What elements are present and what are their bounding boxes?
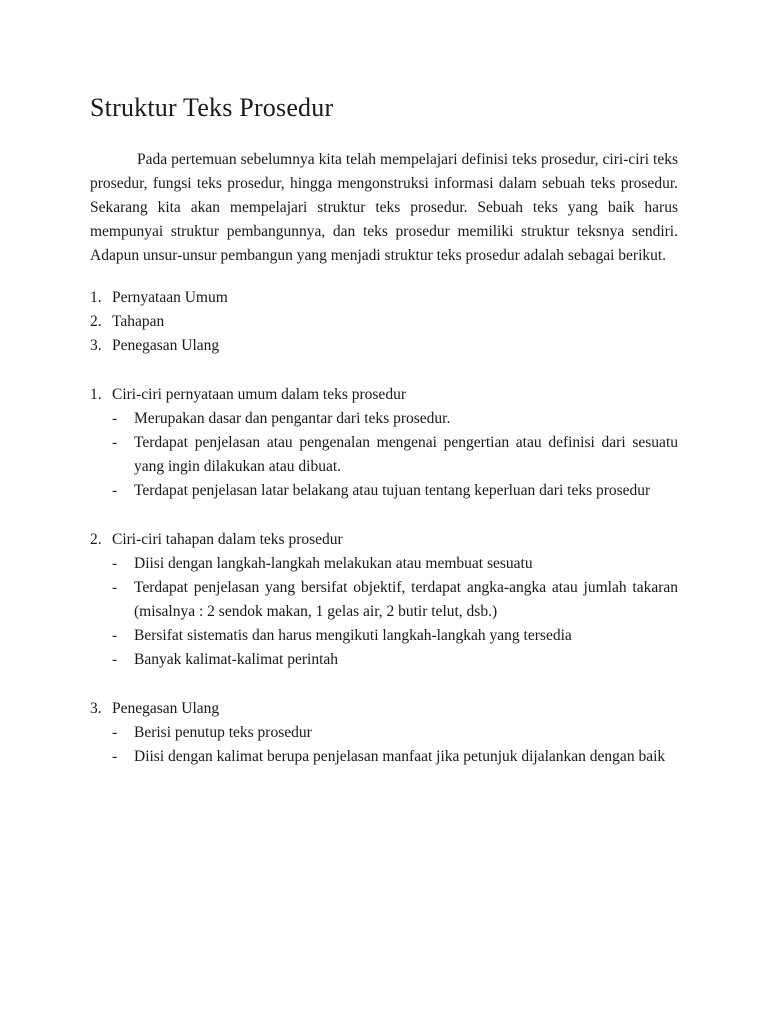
outline-item-number: 1. xyxy=(90,289,102,306)
bullet-text: Diisi dengan langkah-langkah melakukan atau membuat sesuatu xyxy=(134,555,533,572)
bullet-item xyxy=(112,407,678,431)
bullet-text: Terdapat penjelasan yang bersifat objektif, terdapat angka-angka atau jumlah takaran (misalnya : 2 sendok makan, 1 gelas air, 2 butir telut, dsb.) xyxy=(134,579,678,620)
section-number: 1. xyxy=(90,386,102,403)
section-heading-text: Ciri-ciri tahapan dalam teks prosedur xyxy=(112,531,343,548)
section-heading xyxy=(90,697,678,721)
outline-item xyxy=(90,310,678,334)
bullet-item xyxy=(112,479,678,503)
bullet-text: Diisi dengan kalimat berupa penjelasan manfaat jika petunjuk dijalankan dengan baik xyxy=(134,748,666,765)
bullet-item xyxy=(112,648,678,672)
document-page xyxy=(90,88,678,794)
bullet-item xyxy=(112,431,678,479)
bullet-dash: - xyxy=(112,555,118,572)
outline-item-label: Tahapan xyxy=(112,313,165,330)
bullet-list xyxy=(90,552,678,672)
bullet-dash: - xyxy=(112,627,118,644)
section-heading xyxy=(90,528,678,552)
outline-item xyxy=(90,286,678,310)
bullet-item xyxy=(112,552,678,576)
outline-item-number: 2. xyxy=(90,313,102,330)
section-heading-text: Penegasan Ulang xyxy=(112,700,220,717)
outline-item-label: Pernyataan Umum xyxy=(112,289,228,306)
bullet-item xyxy=(112,624,678,648)
bullet-dash: - xyxy=(112,651,118,668)
bullet-text: Merupakan dasar dan pengantar dari teks prosedur. xyxy=(134,410,451,427)
bullet-dash: - xyxy=(112,579,118,596)
bullet-dash: - xyxy=(112,724,118,741)
bullet-text: Bersifat sistematis dan harus mengikuti langkah-langkah yang tersedia xyxy=(134,627,572,644)
bullet-dash: - xyxy=(112,410,118,427)
intro-paragraph: Pada pertemuan sebelumnya kita telah mempelajari definisi teks prosedur, ciri-ciri teks prosedur, fungsi teks prosedur, hingga mengonstruksi informasi dalam sebuah teks prosedur. Sekarang kita akan mempelajari struktur teks prosedur. Sebuah teks yang baik harus mempunyai struktur pembangunnya, dan teks prosedur memiliki struktur teksnya sendiri. Adapun unsur-unsur pembangun yang menjadi struktur teks prosedur adalah sebagai berikut. xyxy=(90,151,678,264)
section-number: 2. xyxy=(90,531,102,548)
bullet-item xyxy=(112,576,678,624)
bullet-dash: - xyxy=(112,748,118,765)
outline-item-number: 3. xyxy=(90,337,102,354)
section-pernyataan-umum xyxy=(90,383,678,503)
bullet-text: Terdapat penjelasan atau pengenalan mengenai pengertian atau definisi dari sesuatu yang ingin dilakukan atau dibuat. xyxy=(134,434,678,475)
bullet-item xyxy=(112,745,678,769)
section-number: 3. xyxy=(90,700,102,717)
bullet-text: Berisi penutup teks prosedur xyxy=(134,724,312,741)
section-tahapan xyxy=(90,528,678,672)
page-title: Struktur Teks Prosedur xyxy=(90,93,334,122)
bullet-text: Banyak kalimat-kalimat perintah xyxy=(134,651,339,668)
bullet-item xyxy=(112,721,678,745)
outline-item-label: Penegasan Ulang xyxy=(112,337,220,354)
section-heading xyxy=(90,383,678,407)
section-heading-text: Ciri-ciri pernyataan umum dalam teks prosedur xyxy=(112,386,406,403)
outline-item xyxy=(90,334,678,358)
bullet-dash: - xyxy=(112,482,118,499)
bullet-list xyxy=(90,407,678,503)
structure-outline-list xyxy=(90,286,678,358)
section-penegasan-ulang xyxy=(90,697,678,769)
bullet-list xyxy=(90,721,678,769)
bullet-text: Terdapat penjelasan latar belakang atau tujuan tentang keperluan dari teks prosedur xyxy=(134,482,651,499)
bullet-dash: - xyxy=(112,434,118,451)
